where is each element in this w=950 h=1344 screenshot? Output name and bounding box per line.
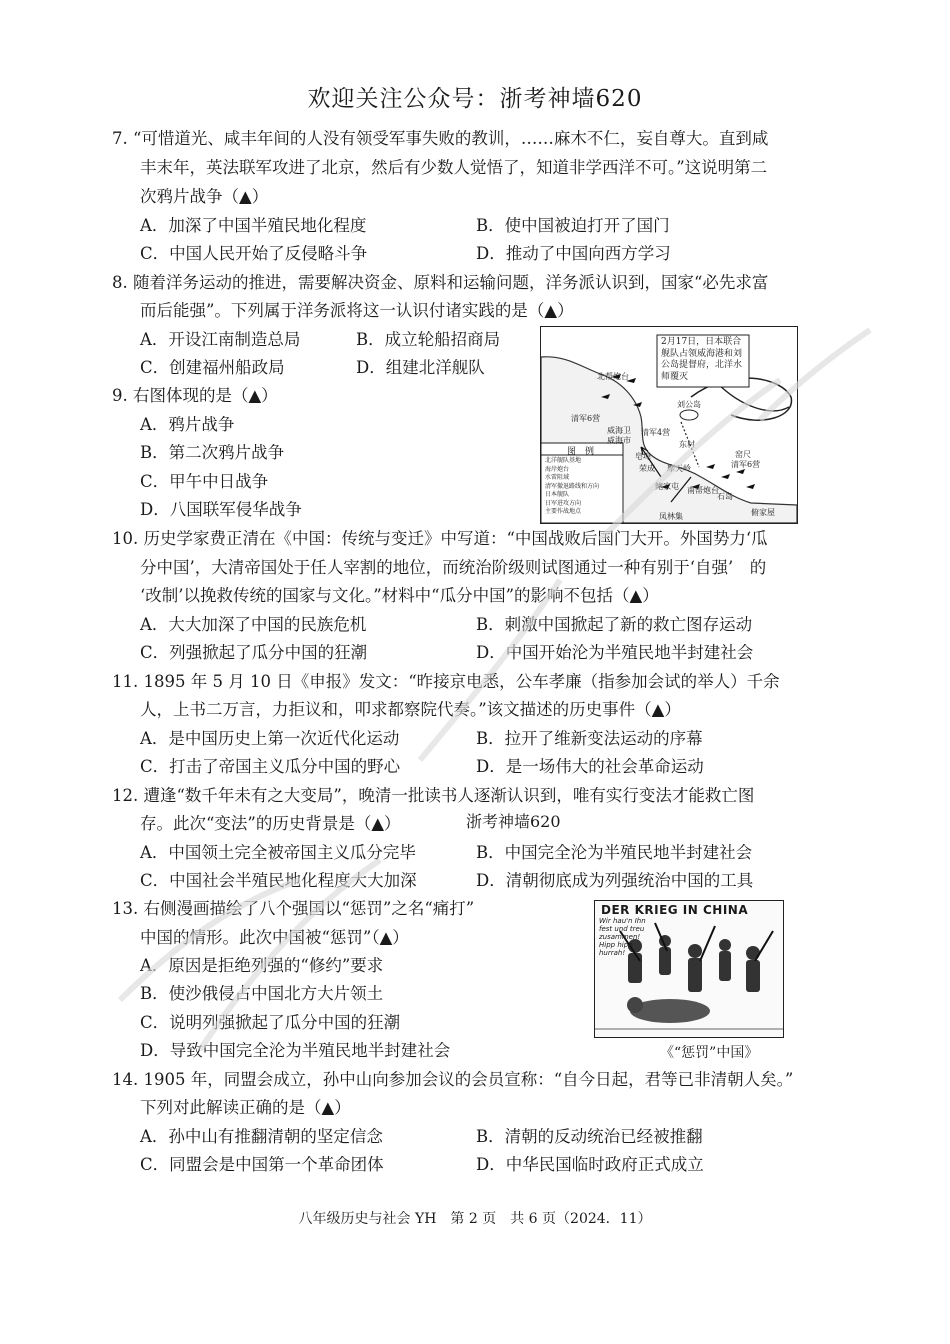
q14-option-b: B．清朝的反动统治已经被推翻 bbox=[476, 1127, 703, 1146]
q8-option-b: B．成立轮船招商局 bbox=[356, 330, 501, 349]
q14-line-2: 下列对此解读正确的是（▲） bbox=[140, 1098, 351, 1117]
q14-option-a: A．孙中山有推翻清朝的坚定信念 bbox=[140, 1127, 383, 1146]
q11-option-d: D．是一场伟大的社会革命运动 bbox=[476, 757, 704, 776]
q12-option-a: A．中国领土完全被帝国主义瓜分完毕 bbox=[140, 843, 416, 862]
q10-option-c: C．列强掀起了瓜分中国的狂潮 bbox=[140, 643, 368, 662]
q9-option-a: A．鸦片战争 bbox=[140, 415, 235, 434]
q8-option-d: D．组建北洋舰队 bbox=[356, 358, 485, 377]
q10-line-2: 分中国’，大清帝国处于任人宰割的地位，而统治阶级则试图通过一种有别于‘自强’ 的 bbox=[140, 558, 767, 577]
q12-option-b: B．中国完全沦为半殖民地半封建社会 bbox=[476, 843, 753, 862]
cartoon-banner: DER KRIEG IN CHINA bbox=[601, 903, 749, 917]
q7-option-d: D．推动了中国向西方学习 bbox=[476, 244, 671, 263]
q10-option-b: B．刺激中国掀起了新的救亡图存运动 bbox=[476, 615, 753, 634]
q11-line-1: 11. 1895 年 5 月 10 日《申报》发文：“昨接京电悉，公车孝廉（指参加会试的举人）千余 bbox=[112, 672, 780, 691]
q11-option-b: B．拉开了维新变法运动的序幕 bbox=[476, 729, 703, 748]
q13-line-2: 中国的情形。此次中国被“惩罚”（▲） bbox=[140, 928, 409, 947]
q11-line-2: 人，上书二万言，力拒议和，叩求都察院代奏。”该文描述的历史事件（▲） bbox=[140, 700, 681, 719]
q7-line-1: 7. “可惜道光、咸丰年间的人没有领受军事失败的教训，……麻木不仁，妄自尊大。直到咸 bbox=[112, 129, 769, 148]
q13-option-a: A．原因是拒绝列强的“修约”要求 bbox=[140, 956, 384, 975]
q13-option-d: D．导致中国完全沦为半殖民地半封建社会 bbox=[140, 1041, 451, 1060]
q7-option-c: C．中国人民开始了反侵略斗争 bbox=[140, 244, 368, 263]
battle-map-figure: 2月17日，日本联合 舰队占领威海港和刘 公岛提督府，北洋水 师覆灭 图 例 北洋舰队基地 海岸炮台 水雷阻域 清军撤退路线和方向 日本舰队 日军进攻方向 主要作战地点 北帮炮台 清军6营 威海卫 威海市 清军4营 刘公岛 东村 荣成 鲍家屯 南帮炮台 凤林集 摩天岭 石岛 清军6营 窑尺 皂埠 俯家屋 bbox=[540, 326, 798, 524]
q12-line-1: 12. 遭逢“数千年未有之大变局”，晚清一批读书人逐渐认识到，唯有实行变法才能救亡图 bbox=[112, 786, 755, 805]
q9-option-b: B．第二次鸦片战争 bbox=[140, 443, 285, 462]
q10-line-1: 10. 历史学家费正清在《中国：传统与变迁》中写道：“中国战败后国门大开。外国势力‘瓜 bbox=[112, 529, 768, 548]
inline-watermark: 浙考神墙620 bbox=[466, 812, 561, 831]
q8-line-1: 8. 随着洋务运动的推进，需要解决资金、原料和运输问题，洋务派认识到，国家“必先求富 bbox=[112, 273, 769, 292]
q7-line-3: 次鸦片战争（▲） bbox=[140, 187, 269, 206]
q13-line-1: 13. 右侧漫画描绘了八个强国以“惩罚”之名“痛打” bbox=[112, 899, 475, 918]
q14-line-1: 14. 1905 年，同盟会成立，孙中山向参加会议的会员宣称：“自今日起，君等已非清朝人矣。” bbox=[112, 1070, 794, 1089]
cartoon-figure bbox=[594, 900, 784, 1038]
q12-option-d: D．清朝彻底成为列强统治中国的工具 bbox=[476, 871, 754, 890]
map-note: 2月17日，日本联合 舰队占领威海港和刘 公岛提督府，北洋水 师覆灭 bbox=[661, 337, 743, 382]
q11-option-c: C．打击了帝国主义瓜分中国的野心 bbox=[140, 757, 401, 776]
page-header-title: 欢迎关注公众号：浙考神墙620 bbox=[307, 86, 643, 112]
q10-option-d: D．中国开始沦为半殖民地半封建社会 bbox=[476, 643, 754, 662]
q13-option-b: B．使沙俄侵占中国北方大片领土 bbox=[140, 984, 384, 1003]
q14-option-d: D．中华民国临时政府正式成立 bbox=[476, 1155, 704, 1174]
q7-option-b: B．使中国被迫打开了国门 bbox=[476, 216, 670, 235]
q9-line-1: 9. 右图体现的是（▲） bbox=[112, 386, 278, 405]
q14-option-c: C．同盟会是中国第一个革命团体 bbox=[140, 1155, 384, 1174]
cartoon-speech: Wir hau'n Ihn fest und treu zusammen! Hipp hipp hurrah! bbox=[599, 917, 646, 957]
q12-line-2: 存。此次“变法”的历史背景是（▲） bbox=[140, 814, 401, 833]
q11-option-a: A．是中国历史上第一次近代化运动 bbox=[140, 729, 400, 748]
q8-line-2: 而后能强”。下列属于洋务派将这一认识付诸实践的是（▲） bbox=[140, 301, 574, 320]
q8-option-c: C．创建福州船政局 bbox=[140, 358, 285, 377]
q7-option-a: A．加深了中国半殖民地化程度 bbox=[140, 216, 367, 235]
q9-option-d: D．八国联军侵华战争 bbox=[140, 500, 302, 519]
q13-option-c: C．说明列强掀起了瓜分中国的狂潮 bbox=[140, 1013, 401, 1032]
map-legend-list: 北洋舰队基地 海岸炮台 水雷阻域 清军撤退路线和方向 日本舰队 日军进攻方向 主要作战地点 bbox=[545, 457, 600, 515]
cartoon-caption: 《“惩罚”中国》 bbox=[660, 1045, 759, 1061]
q12-option-c: C．中国社会半殖民地化程度大大加深 bbox=[140, 871, 417, 890]
q10-line-3: ‘改制’以挽救传统的国家与文化。”材料中“瓜分中国”的影响不包括（▲） bbox=[140, 586, 659, 605]
q7-line-2: 丰末年，英法联军攻进了北京，然后有少数人觉悟了，知道非学西洋不可。”这说明第二 bbox=[140, 158, 768, 177]
map-legend-title: 图 例 bbox=[567, 447, 595, 457]
q10-option-a: A．大大加深了中国的民族危机 bbox=[140, 615, 367, 634]
page-footer: 八年级历史与社会 YH 第 2 页 共 6 页（2024．11） bbox=[298, 1211, 652, 1227]
q9-option-c: C．甲午中日战争 bbox=[140, 472, 269, 491]
q8-option-a: A．开设江南制造总局 bbox=[140, 330, 301, 349]
